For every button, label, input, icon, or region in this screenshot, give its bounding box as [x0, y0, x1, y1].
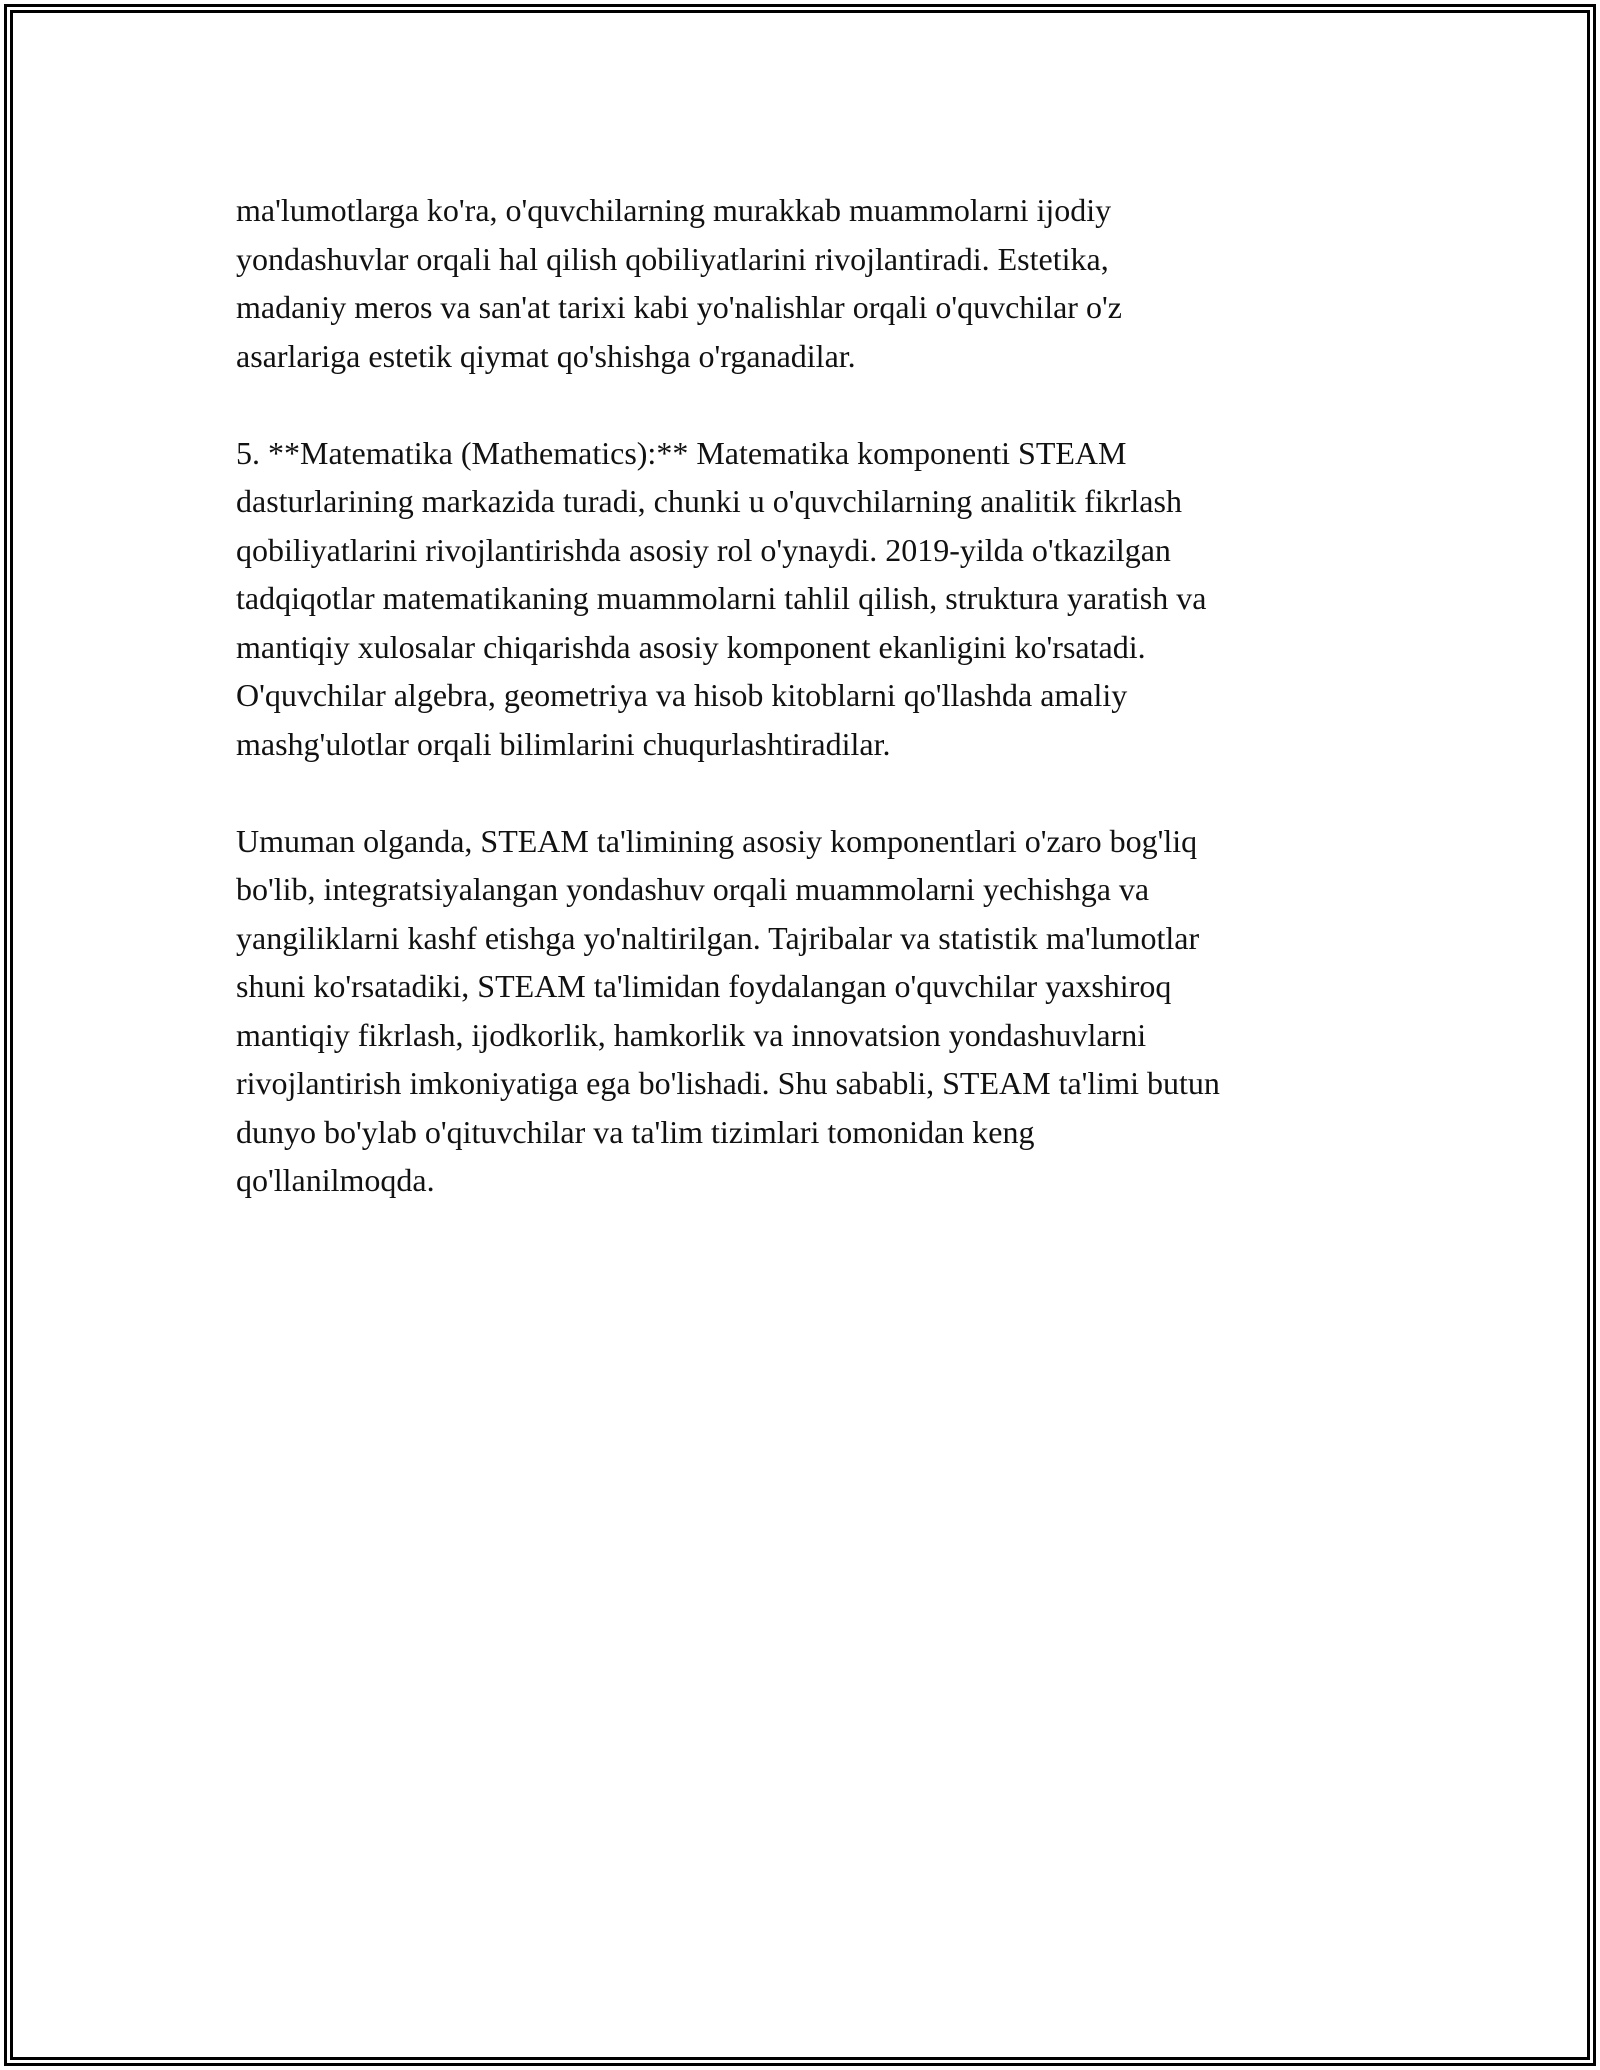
text-line: Umuman olganda, STEAM ta'limining asosiy komponentlari o'zaro bog'liq — [236, 822, 1198, 859]
text-line: qobiliyatlarini rivojlantirishda asosiy rol o'ynaydi. 2019-yilda o'tkazilgan — [236, 531, 1171, 568]
text-line: dunyo bo'ylab o'qituvchilar va ta'lim tizimlari tomonidan keng — [236, 1113, 1035, 1150]
document-body — [236, 186, 1386, 1253]
text-line: madaniy meros va san'at tarixi kabi yo'nalishlar orqali o'quvchilar o'z — [236, 289, 1122, 325]
text-line: 5. **Matematika (Mathematics):** Matematika komponenti STEAM — [236, 434, 1127, 471]
text-line: mantiqiy fikrlash, ijodkorlik, hamkorlik va innovatsion yondashuvlarni — [236, 1016, 1147, 1053]
text-line: mashg'ulotlar orqali bilimlarini chuqurlashtiradilar. — [236, 725, 891, 762]
text-line: ma'lumotlarga ko'ra, o'quvchilarning murakkab muammolarni ijodiy — [236, 192, 1112, 228]
paragraph-art-continuation — [236, 186, 1386, 380]
text-line: yangiliklarni kashf etishga yo'naltirilgan. Tajribalar va statistik ma'lumotlar — [236, 919, 1200, 956]
paragraph-mathematics — [236, 429, 1386, 769]
text-line: mantiqiy xulosalar chiqarishda asosiy komponent ekanligini ko'rsatadi. — [236, 628, 1146, 665]
text-line: asarlariga estetik qiymat qo'shishga o'rganadilar. — [236, 337, 856, 374]
text-line: dasturlarining markazida turadi, chunki u o'quvchilarning analitik fikrlash — [236, 483, 1182, 519]
text-line: bo'lib, integratsiyalangan yondashuv orqali muammolarni yechishga va — [236, 871, 1150, 907]
paragraph-conclusion — [236, 817, 1386, 1205]
text-line: O'quvchilar algebra, geometriya va hisob kitoblarni qo'llashda amaliy — [236, 677, 1128, 713]
text-line: tadqiqotlar matematikaning muammolarni tahlil qilish, struktura yaratish va — [236, 580, 1207, 616]
text-line: qo'llanilmoqda. — [236, 1162, 435, 1198]
text-line: shuni ko'rsatadiki, STEAM ta'limidan foydalangan o'quvchilar yaxshiroq — [236, 968, 1172, 1004]
text-line: yondashuvlar orqali hal qilish qobiliyatlarini rivojlantiradi. Estetika, — [236, 240, 1109, 277]
text-line: rivojlantirish imkoniyatiga ega bo'lishadi. Shu sababli, STEAM ta'limi butun — [236, 1065, 1220, 1101]
